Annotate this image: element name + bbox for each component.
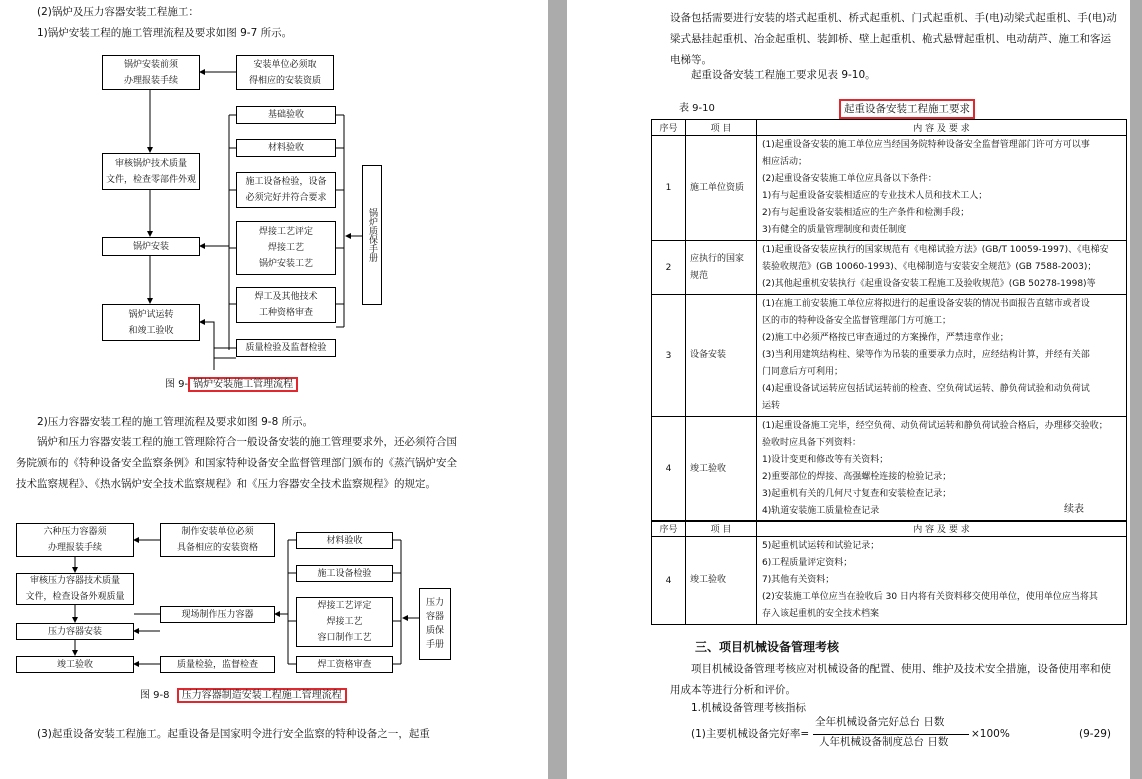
content-line: 相应活动；	[762, 157, 808, 167]
content-line: 1)有与起重设备安装相适应的专业技术人员和技术工人；	[762, 191, 988, 201]
box-vessel-quality-manual	[419, 588, 451, 660]
box-boiler-install: 锅炉安装	[102, 237, 200, 256]
row-content	[757, 295, 1127, 417]
section-title: 三、项目机械设备管理考核	[695, 640, 840, 654]
content-line: 3)起重机有关的几何尺寸复查和安装检查记录；	[762, 489, 952, 499]
content-line: 验收时应具备下列资料：	[762, 438, 862, 448]
header-num: 序号	[652, 521, 686, 537]
table-label: 表 9-10	[679, 103, 715, 114]
content-line: 运转	[762, 401, 781, 411]
heading-boiler-flow: 1)锅炉安装工程的施工管理流程及要求如图 9-7 所示。	[37, 27, 293, 39]
box-installer-qualification: 安装单位必须取 得相应的安装资质	[236, 55, 334, 90]
requirements-table	[651, 119, 1127, 522]
paragraph-crane-intro: (3)起重设备安装工程施工。起重设备是国家明令进行安全监察的特种设备之一，起重	[37, 728, 430, 740]
table-row	[652, 417, 1127, 522]
content-line: 2)有与起重设备安装相适应的生产条件和检测手段；	[762, 208, 970, 218]
table-title: 起重设备安装工程施工要求	[839, 99, 975, 119]
box-vessel-welder-qualification: 焊工资格审查	[296, 656, 393, 673]
content-line: (1)起重设备安装的施工单位应当经国务院特种设备安全监督管理部门许可方可以事	[762, 140, 1090, 150]
box-boiler-registration: 锅炉安装前须 办理报装手续	[102, 55, 200, 90]
box-quality-inspection: 质量检验及监督检验	[236, 339, 336, 357]
row-item: 施工单位资质	[686, 136, 757, 241]
content-line: 5)起重机试运转和试验记录；	[762, 541, 880, 551]
box-material-check: 材料验收	[236, 139, 336, 157]
content-line: 7)其他有关资料；	[762, 575, 835, 585]
formula-denominator: 人年机械设备制度总台 日数	[819, 736, 949, 748]
box-vessel-material-check: 材料验收	[296, 532, 393, 549]
content-line: (2)安装施工单位应当在验收后 30 日内将有关资料移交使用单位，使用单位应当将其	[762, 592, 1098, 602]
row-number: 1	[652, 136, 686, 241]
box-foundation-check: 基础验收	[236, 106, 336, 124]
box-equipment-inspection: 施工设备检验，设备 必须完好并符合要求	[236, 172, 336, 208]
content-line: (2)起重设备安装施工单位应具备以下条件：	[762, 174, 937, 184]
formula-lhs: (1)主要机械设备完好率=	[691, 728, 810, 740]
section-paragraph: 项目机械设备管理考核应对机械设备的配置、使用、维护及技术安全措施，设备使用率和使用成本等进行分析和评价。	[670, 663, 1111, 696]
row-item: 竣工验收	[686, 537, 757, 625]
figure-9-8-caption	[140, 686, 347, 706]
content-line: (2)施工中必须严格按已审查通过的方案操作，严禁违章作业；	[762, 333, 1009, 343]
table-row	[652, 295, 1127, 417]
box-boiler-trial-acceptance: 锅炉试运转 和竣工验收	[102, 304, 200, 341]
content-line: (2)其他起重机安装执行《起重设备安装工程施工及验收规范》(GB 50278-1998)等	[762, 279, 1096, 289]
content-line: 2)重要部位的焊接、高强螺栓连接的检验记录；	[762, 472, 952, 482]
left-page	[0, 0, 548, 779]
row-number: 4	[652, 537, 686, 625]
content-line: (1)在施工前安装施工单位应将拟进行的起重设备安装的情况书面报告直辖市或者设	[762, 299, 1090, 309]
content-line: (4)起重设备试运转应包括试运转前的检查、空负荷试运转、静负荷试验和动负荷试	[762, 384, 1090, 394]
box-vessel-quality-manual-text: 压力容器质保手册	[425, 598, 444, 650]
content-line: 存入该起重机的安全技术档案	[762, 609, 880, 619]
requirements-table-continued	[651, 520, 1127, 625]
box-vessel-quality-inspection: 质量检验，监督检查	[160, 656, 275, 673]
content-line: 门同意后方可利用；	[762, 367, 844, 377]
figure-9-7-caption	[165, 375, 298, 395]
content-line: 装验收规范》(GB 10060-1993)、《电梯制造与安装安全规范》(GB 7588-2003)；	[762, 262, 1097, 272]
formula-numerator: 全年机械设备完好总台 日数	[815, 716, 945, 728]
content-line: 1)设计变更和修改等有关资料；	[762, 455, 889, 465]
table-row	[652, 537, 1127, 625]
box-welding-process: 焊接工艺评定 焊接工艺 锅炉安装工艺	[236, 221, 336, 275]
box-vessel-installer-qualification: 制作安装单位必须 具备相应的安装资格	[160, 523, 275, 557]
table-row	[652, 136, 1127, 241]
box-vessel-welding-process: 焊接工艺评定 焊接工艺 容口制作工艺	[296, 597, 393, 647]
box-vessel-install: 压力容器安装	[16, 623, 134, 640]
box-review-vessel-docs: 审核压力容器技术质量 文件，检查设备外观质量	[16, 573, 134, 605]
table-row	[652, 241, 1127, 295]
row-item: 应执行的国家规范	[686, 241, 757, 295]
figure-9-8-caption-prefix: 图 9-8	[140, 690, 170, 701]
header-content: 内 容 及 要 求	[757, 521, 1127, 537]
right-scrollbar[interactable]	[1130, 0, 1142, 779]
content-line: 区的市的特种设备安全监督管理部门方可施工；	[762, 316, 952, 326]
box-onsite-vessel-fabrication: 现场制作压力容器	[160, 606, 275, 623]
table-header-row	[652, 521, 1127, 537]
figure-9-7-caption-prefix: 图 9-	[165, 379, 189, 390]
box-vessel-equipment-inspection: 施工设备检验	[296, 565, 393, 582]
formula-equation-number: (9-29)	[1079, 728, 1112, 740]
box-welder-qualification: 焊工及其他技术 工种资格审查	[236, 287, 336, 323]
header-content: 内 容 及 要 求	[757, 120, 1127, 136]
content-line: (1)起重设备施工完毕，经空负荷、动负荷试运转和静负荷试验合格后，办理移交验收；	[762, 421, 1108, 431]
header-item: 项 目	[686, 521, 757, 537]
content-line: 6)工程质量评定资料；	[762, 558, 853, 568]
box-vessel-registration: 六种压力容器须 办理报装手续	[16, 523, 134, 557]
formula-multiplier: ×100%	[971, 728, 1010, 740]
row-item: 设备安装	[686, 295, 757, 417]
row-content	[757, 136, 1127, 241]
box-review-boiler-docs: 审核锅炉技术质量 文件，检查零部件外观	[102, 153, 200, 190]
row-content	[757, 241, 1127, 295]
figure-9-8-caption-title: 压力容器制造安装工程施工管理流程	[177, 688, 347, 703]
header-item: 项 目	[686, 120, 757, 136]
row-content	[757, 537, 1127, 625]
content-line: (1)起重设备安装应执行的国家规范有《电梯试验方法》(GB/T 10059-1997)、《电梯安	[762, 245, 1109, 255]
paragraph-table-ref: 起重设备安装工程施工要求见表 9-10。	[691, 69, 876, 81]
box-vessel-acceptance: 竣工验收	[16, 656, 134, 673]
subsection-title: 1.机械设备管理考核指标	[691, 702, 807, 714]
right-page	[567, 0, 1142, 779]
content-line: (3)当利用建筑结构柱、梁等作为吊装的重要承力点时，应经结构计算，并经有关部	[762, 350, 1090, 360]
box-boiler-quality-manual: 锅炉质保手册	[362, 165, 382, 305]
heading-boiler-pressure: (2)锅炉及压力容器安装工程施工：	[37, 6, 199, 18]
paragraph-pressure-flow: 2)压力容器安装工程的施工管理流程及要求如图 9-8 所示。	[37, 416, 314, 428]
content-line: 3)有健全的质量管理制度和责任制度	[762, 225, 907, 235]
continued-label: 续表	[1064, 504, 1084, 515]
figure-9-7-caption-title: 锅炉安装施工管理流程	[188, 377, 298, 392]
row-number: 2	[652, 241, 686, 295]
header-num: 序号	[652, 120, 686, 136]
paragraph-crane-types: 设备包括需要进行安装的塔式起重机、桥式起重机、门式起重机、手(电)动梁式起重机、手(电)动梁式悬挂起重机、冶金起重机、装卸桥、壁上起重机、桅式悬臂起重机、电动葫芦、施工和客运电梯等。	[670, 12, 1117, 66]
row-item: 竣工验收	[686, 417, 757, 522]
row-number: 3	[652, 295, 686, 417]
table-header-row	[652, 120, 1127, 136]
content-line: 4)轨道安装施工质量检查记录	[762, 506, 880, 516]
paragraph-regulations: 锅炉和压力容器安装工程的施工管理除符合一般设备安装的施工管理要求外，还必须符合国务院颁布的《特种设备安全监察条例》和国家特种设备安全监督管理部门颁布的《蒸汽锅炉安全技术监察规程》、《热水锅炉安全技术监察规程》和《压力容器安全技术监察规程》的规定。	[16, 436, 457, 490]
row-number: 4	[652, 417, 686, 522]
